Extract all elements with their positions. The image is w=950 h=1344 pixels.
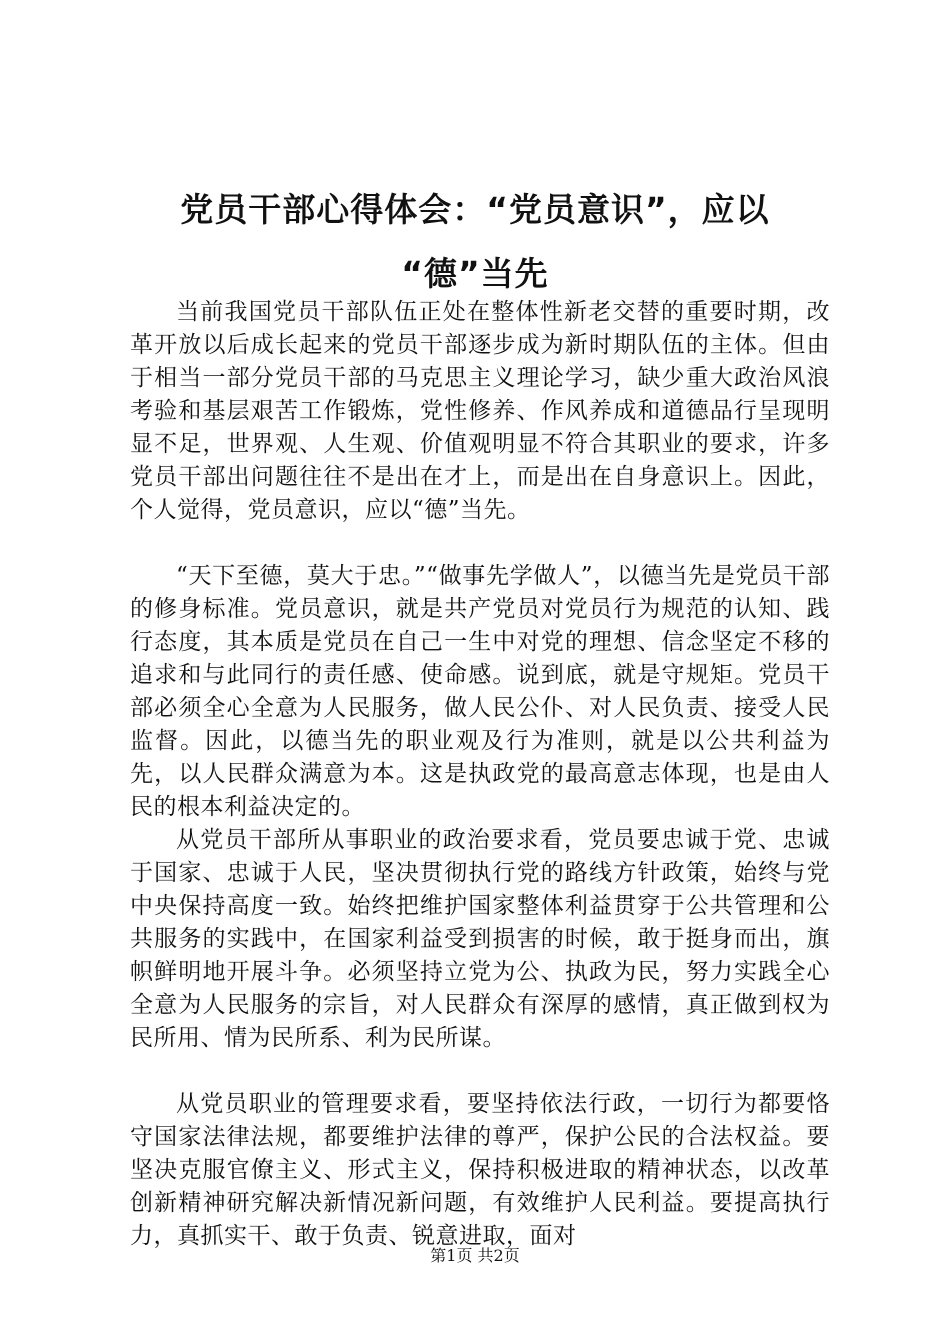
paragraph-1: 当前我国党员干部队伍正处在整体性新老交替的重要时期，改革开放以后成长起来的党员干部逐步成为新时期队伍的主体。但由于相当一部分党员干部的马克思主义理论学习，缺少重大政治风浪考验和基层艰苦工作锻炼，党性修养、作风养成和道德品行呈现明显不足，世界观、人生观、价值观明显不符合其职业的要求，许多党员干部出问题往往不是出在才上，而是出在自身意识上。因此，个人觉得，党员意识，应以“德”当先。 [130,299,830,523]
paragraph-4: 从党员职业的管理要求看，要坚持依法行政，一切行为都要恪守国家法律法规，都要维护法律的尊严，保护公民的合法权益。要坚决克服官僚主义、形式主义，保持积极进取的精神状态，以改革创新精神研究解决新情况新问题，有效维护人民利益。要提高执行力，真抓实干、敢于负责、锐意进取，面对 [130,1091,830,1249]
page-title [100,178,850,306]
paragraph-3: 从党员干部所从事职业的政治要求看，党员要忠诚于党、忠诚于国家、忠诚于人民，坚决贯彻执行党的路线方针政策，始终与党中央保持高度一致。始终把维护国家整体利益贯穿于公共管理和公共服务的实践中，在国家利益受到损害的时候，敢于挺身而出，旗帜鲜明地开展斗争。必须坚持立党为公、执政为民，努力实践全心全意为人民服务的宗旨，对人民群众有深厚的感情，真正做到权为民所用、情为民所系、利为民所谋。 [130,827,830,1051]
page-footer: 第1页 共2页 [430,1246,520,1265]
title-line-1: 党员干部心得体会：“党员意识”，应以 [180,190,770,229]
document-body [130,296,830,1253]
paragraph-2: “天下至德，莫大于忠。”“做事先学做人”，以德当先是党员干部的修身标准。党员意识，就是共产党员对党员行为规范的认知、践行态度，其本质是党员在自己一生中对党的理想、信念坚定不移的追求和与此同行的责任感、使命感。说到底，就是守规矩。党员干部必须全心全意为人民服务，做人民公仆、对人民负责、接受人民监督。因此，以德当先的职业观及行为准则，就是以公共利益为先，以人民群众满意为本。这是执政党的最高意志体现，也是由人民的根本利益决定的。 [130,563,830,820]
title-line-2: “德”当先 [401,254,549,293]
